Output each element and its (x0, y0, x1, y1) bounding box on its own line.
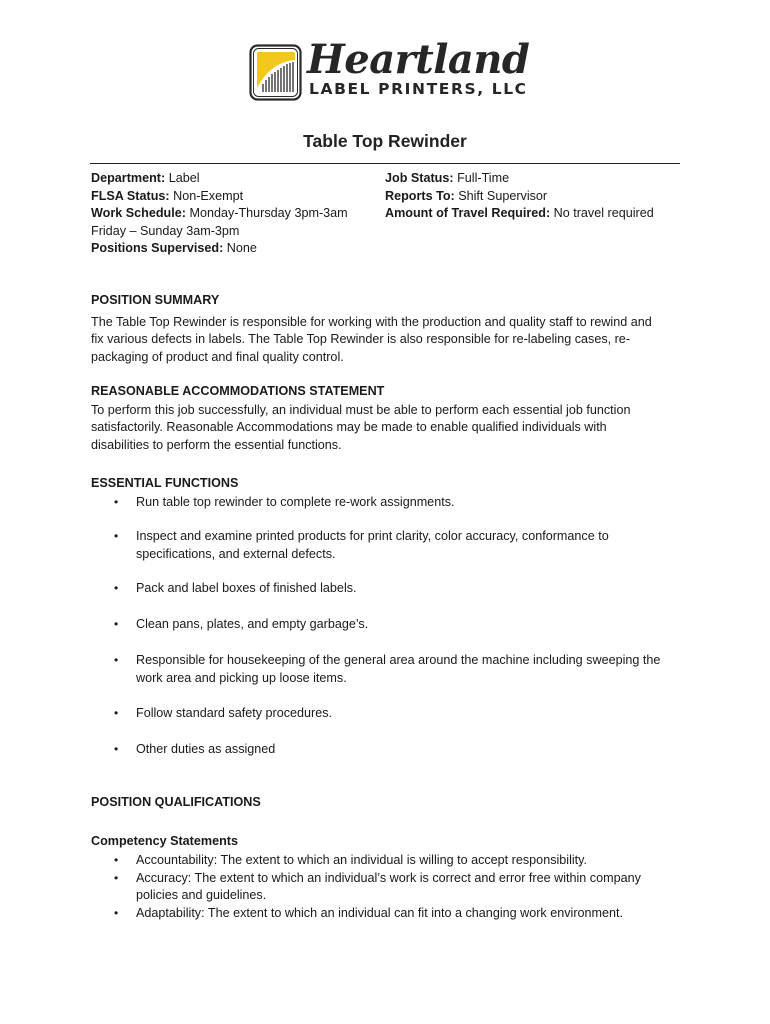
list-item-text: • Clean pans, plates, and empty garbage’s. (136, 616, 369, 631)
company-logo (249, 36, 539, 104)
list-item-text: • Responsible for housekeeping of the general area around the machine including sweeping the (136, 653, 661, 667)
position-qualifications-section (91, 794, 681, 922)
essential-functions-list (91, 494, 681, 759)
list-item (91, 580, 681, 598)
job-status-value: Full-Time (457, 171, 510, 185)
accommodations-line: satisfactorily. Reasonable Accommodations may be made to enable qualified individuals with (91, 420, 607, 434)
essential-functions-heading: ESSENTIAL FUNCTIONS (91, 476, 239, 490)
job-status-row (385, 170, 685, 188)
list-item-text: specifications, and external defects. (136, 546, 336, 561)
reports-to-value: Shift Supervisor (458, 188, 548, 203)
list-item-text: • Accuracy: The extent to which an individual’s work is correct and error free within company (136, 870, 641, 885)
logo-badge-icon (249, 44, 302, 101)
position-qualifications-heading: POSITION QUALIFICATIONS (91, 795, 261, 809)
travel-label: Amount of Travel Required: (385, 206, 551, 220)
logo-wordmark: Heartland (307, 36, 530, 83)
flsa-value: Non-Exempt (173, 188, 244, 203)
job-meta-right (385, 170, 685, 223)
list-item-text: • Inspect and examine printed products for print clarity, color accuracy, conformance to (136, 529, 609, 543)
list-item (91, 494, 681, 512)
travel-row (385, 205, 685, 223)
list-item (91, 528, 681, 563)
supervised-row (91, 240, 381, 258)
list-item (91, 652, 681, 687)
list-item (91, 870, 681, 905)
list-item-text: work area and picking up loose items. (136, 670, 347, 685)
position-summary-heading: POSITION SUMMARY (91, 293, 220, 307)
logo-subtitle: LABEL PRINTERS, LLC (309, 80, 528, 98)
reports-to-label: Reports To: (385, 188, 455, 203)
title-divider (90, 163, 680, 164)
accommodations-section (91, 383, 681, 454)
schedule-value: Monday-Thursday 3pm-3am (189, 206, 348, 220)
position-summary-section (91, 292, 681, 366)
essential-functions-section (91, 475, 681, 758)
schedule-row (91, 205, 381, 223)
department-row (91, 170, 381, 188)
list-item-text: • Other duties as assigned (136, 741, 276, 756)
flsa-label: FLSA Status: (91, 188, 170, 203)
job-meta-left (91, 170, 381, 258)
schedule-label: Work Schedule: (91, 206, 186, 220)
summary-line: packaging of product and final quality control. (91, 349, 344, 364)
accommodations-heading: REASONABLE ACCOMMODATIONS STATEMENT (91, 384, 385, 398)
summary-line: fix various defects in labels. The Table Top Rewinder is also responsible for re-labeling cases, re- (91, 332, 631, 346)
list-item (91, 616, 681, 634)
list-item-text: • Accountability: The extent to which an individual is willing to accept responsibility. (136, 853, 588, 867)
list-item (91, 905, 681, 923)
department-label: Department: (91, 171, 166, 185)
competency-list (91, 852, 681, 922)
schedule-continued: Friday – Sunday 3am-3pm (91, 223, 240, 238)
supervised-label: Positions Supervised: (91, 241, 224, 255)
document-title: Table Top Rewinder (303, 131, 467, 151)
department-value: Label (168, 171, 200, 185)
job-status-label: Job Status: (385, 171, 454, 185)
list-item-text: • Follow standard safety procedures. (136, 706, 333, 720)
reports-to-row (385, 188, 685, 206)
accommodations-text (91, 402, 681, 455)
summary-line: The Table Top Rewinder is responsible for working with the production and quality staff to rewind and (91, 314, 652, 329)
list-item-text: • Pack and label boxes of finished labels. (136, 581, 357, 595)
accommodations-line: disabilities to perform the essential functions. (91, 437, 342, 452)
list-item (91, 705, 681, 723)
flsa-row (91, 188, 381, 206)
list-item-text: • Adaptability: The extent to which an individual can fit into a changing work environment. (136, 905, 624, 920)
travel-value: No travel required (553, 206, 654, 220)
list-item-text: • Run table top rewinder to complete re-work assignments. (136, 494, 455, 509)
list-item-text: policies and guidelines. (136, 888, 267, 902)
list-item (91, 741, 681, 759)
list-item (91, 852, 681, 870)
supervised-value: None (226, 241, 257, 255)
accommodations-line: To perform this job successfully, an individual must be able to perform each essential job function (91, 402, 631, 417)
position-summary-text (91, 314, 681, 367)
competency-statements-heading: Competency Statements (91, 833, 238, 848)
